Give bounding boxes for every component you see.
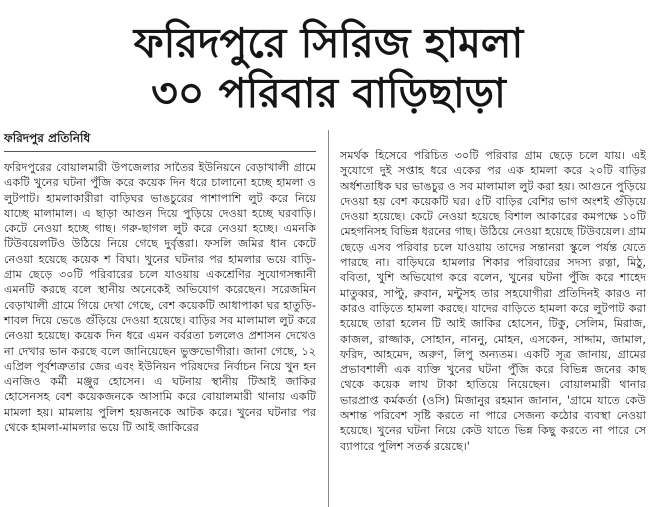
- article-body-right: সমর্থক হিসেবে পরিচিত ৩০টি পরিবার গ্রাম ছেড়ে চলে যায়। এই সুযোগে দুই সপ্তাহ ধরে একের পর এক হামলা করে ২০টি বাড়ির অর্ধশতাধিক ঘর ভাঙচুর ও সব মালামাল লুট করা হয়। আগুনে পুড়িয়ে দেওয়া হয় বেশ কয়েকটি ঘর। ৫টি বাড়ির বেশির ভাগ অংশই গুঁড়িয়ে দেওয়া হয়েছে। কেটে নেওয়া হয়েছে বিশাল আকারের কমপক্ষে ১০টি মেহগনিসহ বিভিন্ন ধরনের গাছ। উঠিয়ে নেওয়া হয়েছে টিউবয়েল। গ্রাম ছেড়ে এসব পরিবার চলে যাওয়ায় তাদের সন্তানরা স্কুলে পর্যন্ত যেতে পারছে না। বাড়িঘরে হামলার শিকার পরিবারের সদস্য রত্না, মিঠু, ববিতা, খুশি অভিযোগ করে বলেন, খুনের ঘটনা পুঁজি করে শাহেদ মাতুব্বর, সাপ্টু, রুবান, মন্টুসহ তার সহযোগীরা প্রতিদিনই কারও না কারও বাড়িতে হামলা করছে। যাদের বাড়িতে হামলা করে লুটপাট করা হয়েছে তারা হলেন টি আই জাকির হোসেন, টিকু, সেলিম, মিরাজ, কাজল, রাজ্জাক, সোহান, নাননু, মোহন, এসকেন, সাদ্দাম, জামাল, ফরিদ, আহমেদ, অরুণ, লিপু অন্যতম। একটি সূত্র জানায়, গ্রামের প্রভাবশালী এক ব্যক্তি খুনের ঘটনা পুঁজি করে বিভিন্ন জনের কাছ থেকে কয়েক লাখ টাকা হাতিয়ে নিয়েছেন। বোয়ালমারী থানার ভারপ্রাপ্ত কর্মকর্তা (ওসি) মিজানুর রহমান জানান, 'গ্রামে যাতে কেউ অশান্ত পরিবেশ সৃষ্টি করতে না পারে সেজন্য কঠোর ব্যবস্থা নেওয়া হয়েছে। খুনের ঘটনা নিয়ে কেউ যাতে ভিন্ন কিছু করতে না পারে সে ব্যাপারে পুলিশ সতর্ক রয়েছে।': [340, 149, 647, 453]
- headline: [0, 18, 657, 118]
- headline-line-2: ৩০ পরিবার বাড়িছাড়া: [151, 69, 506, 117]
- column-divider: [328, 130, 329, 507]
- byline: ফরিদপুর প্রতিনিধি: [4, 130, 316, 152]
- headline-line-1: ফরিদপুরে সিরিজ হামলা: [133, 19, 524, 67]
- article-body-left: ফরিদপুরের বোয়ালমারী উপজেলার সাতৈর ইউনিয়নে বেড়াখালী গ্রামে একটি খুনের ঘটনা পুঁজি করে কয়েক দিন ধরে চালানো হচ্ছে হামলা ও লুটপাট। হামলাকারীরা বাড়িঘর ভাঙচুরের পাশাপাশি লুট করে নিয়ে যাচ্ছে মালামাল। এ ছাড়া আগুন দিয়ে পুড়িয়ে দেওয়া হচ্ছে ঘরবাড়ি। কেটে নেওয়া হচ্ছে গাছ। গরু-ছাগল লুট করে নেওয়া হচ্ছে। এমনকি টিউবয়েলটিও উঠিয়ে নিয়ে গেছে দুর্বৃত্তরা। ফসলি জমির ধান কেটে নেওয়া হয়েছে কয়েক শ বিঘা। খুনের ঘটনার পর হামলার ভয়ে বাড়ি-গ্রাম ছেড়ে ৩০টি পরিবারের চলে যাওয়ায় একশ্রেণির সুযোগসন্ধানী এমনটি করছে বলে স্থানীয় অনেকেই অভিযোগ করেছেন। সরেজমিন বেড়াখালী গ্রামে গিয়ে দেখা গেছে, বেশ কয়েকটি আধাপাকা ঘর হাতুড়ি-শাবল দিয়ে ভেঙে গুঁড়িয়ে দেওয়া হয়েছে। বাড়ির সব মালামাল লুট করে নেওয়া হয়েছে। কয়েক দিন ধরে এমন বর্বরতা চললেও প্রশাসন দেখেও না দেখার ভান করছে বলে জানিয়েছেন ভুক্তভোগীরা। জানা গেছে, ১২ এপ্রিল পূর্বশত্রুতার জের এবং ইউনিয়ন পরিষদের নির্বাচন নিয়ে খুন হন এনজিও কর্মী মঞ্জুর হোসেন। এ ঘটনায় স্থানীয় টিআই জাকির হোসেনসহ বেশ কয়েকজনকে আসামি করে বোয়ালমারী থানায় একটি মামলা হয়। মামলায় পুলিশ হয়জনকে আটক করে। খুনের ঘটনার পর থেকে হামলা-মামলার ভয়ে টি আই জাকিরের: [4, 161, 316, 435]
- article-column-right: [340, 148, 646, 454]
- article-column-left: [4, 130, 316, 435]
